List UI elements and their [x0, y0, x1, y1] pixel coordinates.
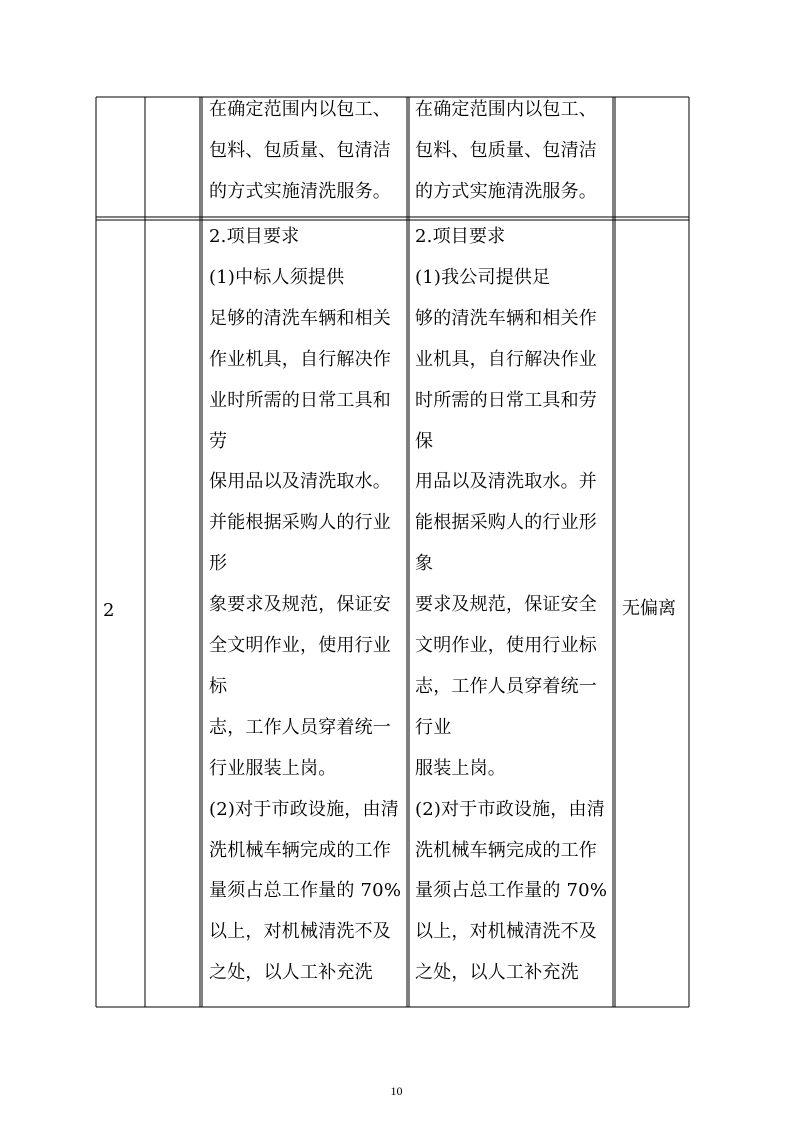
text-line: 劳: [209, 430, 228, 452]
text-line: 的方式实施清洗服务。: [209, 181, 391, 202]
text-line: 洗机械车辆完成的工作: [209, 839, 391, 861]
text-line: 全文明作业，使用行业: [209, 635, 391, 656]
text-line: 象: [415, 553, 434, 575]
text-line: 以上，对机械清洗不及: [415, 921, 597, 943]
text-line: (2)对于市政设施，由清: [415, 798, 605, 820]
text-line: 保用品以及清洗取水。: [209, 471, 391, 493]
text-line: 业时所需的日常工具和: [209, 389, 391, 411]
text-line: 以上，对机械清洗不及: [209, 921, 391, 943]
text-line: 洗机械车辆完成的工作: [415, 839, 597, 861]
text-line: 志，工作人员穿着统一: [209, 716, 391, 738]
text-line: 在确定范围内以包工、: [209, 99, 391, 120]
text-line: 的方式实施清洗服务。: [415, 181, 597, 202]
text-line: 量须占总工作量的 70%: [415, 880, 608, 902]
row-b-number: 2: [103, 600, 115, 621]
text-line: 包料、包质量、包清洁: [415, 140, 597, 161]
text-line: 2.项目要求: [209, 226, 300, 247]
text-line: 足够的清洗车辆和相关: [209, 307, 391, 329]
text-line: 并能根据采购人的行业: [209, 512, 391, 534]
text-line: 志，工作人员穿着统一: [415, 675, 597, 697]
text-line: 要求及规范，保证安全: [415, 594, 597, 616]
text-line: 形: [209, 553, 228, 575]
page-number: 10: [390, 1084, 403, 1098]
text-line: (1)中标人须提供: [209, 266, 345, 288]
text-line: 行业: [415, 716, 452, 738]
text-line: 能根据采购人的行业形: [415, 512, 597, 534]
text-line: 时所需的日常工具和劳: [415, 389, 597, 411]
text-line: 标: [209, 675, 228, 697]
text-line: 之处，以人工补充洗: [415, 962, 579, 984]
text-line: (1)我公司提供足: [415, 266, 551, 288]
text-line: 业机具，自行解决作业: [415, 348, 597, 370]
text-line: (2)对于市政设施，由清: [209, 798, 399, 820]
text-line: 服装上岗。: [415, 757, 506, 779]
text-line: 行业服装上岗。: [209, 757, 337, 779]
text-line: 文明作业，使用行业标: [415, 635, 597, 656]
text-line: 量须占总工作量的 70%: [209, 880, 402, 902]
text-line: 在确定范围内以包工、: [415, 99, 597, 120]
row-b-deviation: 无偏离: [622, 598, 676, 619]
text-line: 保: [415, 430, 434, 452]
text-line: 够的清洗车辆和相关作: [415, 307, 597, 329]
text-line: 2.项目要求: [415, 226, 506, 247]
text-line: 作业机具，自行解决作: [209, 348, 391, 370]
text-line: 象要求及规范，保证安: [209, 594, 391, 616]
text-line: 之处，以人工补充洗: [209, 962, 373, 984]
text-line: 包料、包质量、包清洁: [209, 140, 391, 161]
text-line: 用品以及清洗取水。并: [415, 471, 597, 493]
